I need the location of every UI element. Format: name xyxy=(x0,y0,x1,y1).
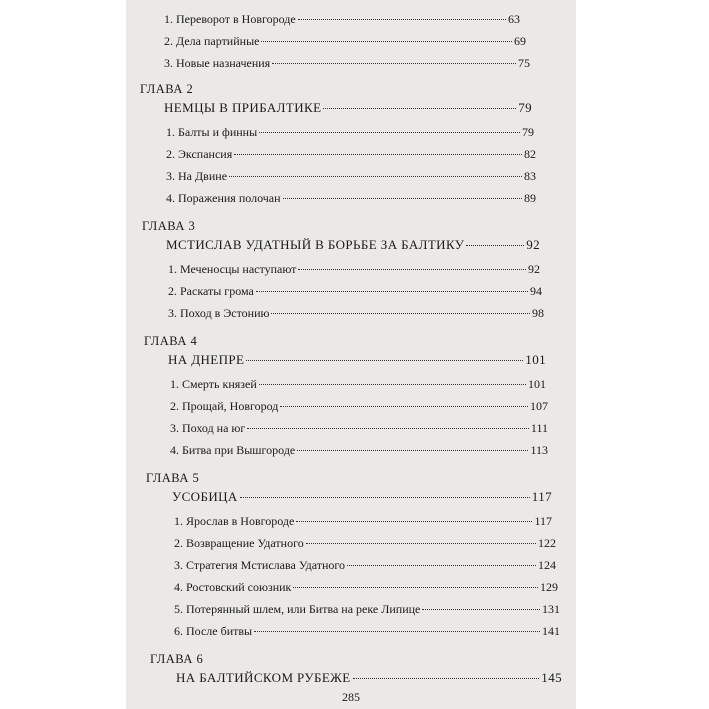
entry-page-number: 107 xyxy=(530,399,548,413)
entry-page-number: 82 xyxy=(524,147,536,161)
entry-label: НА БАЛТИЙСКОМ РУБЕЖЕ xyxy=(176,670,351,685)
dot-leader xyxy=(347,565,536,566)
entry-page-number: 124 xyxy=(538,558,556,572)
section-entry xyxy=(164,56,530,71)
entry-label: 3. Стратегия Мстислава Удатного xyxy=(174,558,346,572)
book-page xyxy=(126,0,576,709)
dot-leader xyxy=(296,521,532,522)
dot-leader xyxy=(259,384,526,385)
section-entry xyxy=(166,147,536,162)
dot-leader xyxy=(298,19,506,20)
entry-page-number: 75 xyxy=(518,56,530,70)
entry-page-number: 122 xyxy=(538,536,556,550)
entry-page-number: 89 xyxy=(524,191,536,205)
dot-leader xyxy=(234,154,522,155)
entry-label: НЕМЦЫ В ПРИБАЛТИКЕ xyxy=(164,100,322,115)
section-entry xyxy=(174,624,560,639)
dot-leader xyxy=(466,245,524,246)
entry-page-number: 131 xyxy=(542,602,560,616)
entry-page-number: 63 xyxy=(508,12,520,26)
section-entry xyxy=(168,284,542,299)
chapter-title-entry xyxy=(168,352,546,368)
entry-page-number: 129 xyxy=(540,580,558,594)
entry-page-number: 111 xyxy=(530,421,548,435)
entry-label: 5. Потерянный шлем, или Битва на реке Липице xyxy=(174,602,421,616)
entry-label: 4. Битва при Вышгороде xyxy=(170,443,296,457)
chapter-title-entry xyxy=(176,670,562,686)
entry-label: 1. Ярослав в Новгороде xyxy=(174,514,295,528)
section-entry xyxy=(170,399,548,414)
dot-leader xyxy=(297,450,528,451)
dot-leader xyxy=(298,269,526,270)
dot-leader xyxy=(256,291,528,292)
section-entry xyxy=(174,580,558,595)
entry-label: 1. Меченосцы наступают xyxy=(168,262,297,276)
chapter-heading: ГЛАВА 4 xyxy=(144,334,198,348)
page-number: 285 xyxy=(342,690,360,704)
entry-label: 1. Смерть князей xyxy=(170,377,257,391)
section-entry xyxy=(174,602,560,617)
entry-page-number: 117 xyxy=(531,489,552,504)
entry-page-number: 79 xyxy=(518,100,532,115)
chapter-heading: ГЛАВА 3 xyxy=(142,219,196,233)
section-entry xyxy=(166,191,536,206)
entry-label: 2. Возвращение Удатного xyxy=(174,536,304,550)
entry-page-number: 79 xyxy=(522,125,534,139)
dot-leader xyxy=(280,406,528,407)
chapter-heading: ГЛАВА 5 xyxy=(146,471,200,485)
entry-label: 3. Поход в Эстонию xyxy=(168,306,270,320)
section-entry xyxy=(174,558,556,573)
dot-leader xyxy=(272,63,516,64)
dot-leader xyxy=(261,41,512,42)
entry-label: 1. Балты и финны xyxy=(166,125,258,139)
chapter-title-entry xyxy=(172,489,552,505)
entry-label: 4. Ростовский союзник xyxy=(174,580,292,594)
section-entry xyxy=(168,262,540,277)
entry-label: 2. Раскаты грома xyxy=(168,284,254,298)
entry-label: 6. После битвы xyxy=(174,624,253,638)
entry-label: 1. Переворот в Новгороде xyxy=(164,12,296,26)
section-entry xyxy=(174,514,552,529)
entry-page-number: 117 xyxy=(534,514,552,528)
entry-page-number: 83 xyxy=(524,169,536,183)
entry-label: МСТИСЛАВ УДАТНЫЙ В БОРЬБЕ ЗА БАЛТИКУ xyxy=(166,237,465,252)
section-entry xyxy=(168,306,544,321)
entry-label: 3. Новые назначения xyxy=(164,56,271,70)
section-entry xyxy=(164,34,526,49)
entry-page-number: 113 xyxy=(530,443,548,457)
chapter-title-entry xyxy=(166,237,540,253)
section-entry xyxy=(174,536,556,551)
entry-page-number: 145 xyxy=(541,670,562,685)
entry-label: 2. Прощай, Новгород xyxy=(170,399,279,413)
chapter-heading: ГЛАВА 2 xyxy=(140,82,194,96)
dot-leader xyxy=(293,587,538,588)
section-entry xyxy=(166,125,534,140)
dot-leader xyxy=(240,497,530,498)
dot-leader xyxy=(353,678,540,679)
dot-leader xyxy=(306,543,536,544)
section-entry xyxy=(170,377,546,392)
entry-page-number: 141 xyxy=(542,624,560,638)
dot-leader xyxy=(247,428,529,429)
entry-label: 4. Поражения полочан xyxy=(166,191,281,205)
dot-leader xyxy=(323,108,516,109)
section-entry xyxy=(166,169,536,184)
entry-page-number: 98 xyxy=(532,306,544,320)
entry-page-number: 69 xyxy=(514,34,526,48)
chapter-heading: ГЛАВА 6 xyxy=(150,652,204,666)
entry-label: 3. Поход на юг xyxy=(170,421,246,435)
dot-leader xyxy=(422,609,540,610)
table-of-contents xyxy=(126,0,576,709)
dot-leader xyxy=(246,360,523,361)
section-entry xyxy=(164,12,520,27)
dot-leader xyxy=(254,631,540,632)
entry-label: НА ДНЕПРЕ xyxy=(168,352,245,367)
section-entry xyxy=(170,443,548,458)
section-entry xyxy=(170,421,548,436)
dot-leader xyxy=(271,313,530,314)
entry-page-number: 101 xyxy=(525,352,546,367)
dot-leader xyxy=(283,198,522,199)
dot-leader xyxy=(229,176,522,177)
entry-page-number: 101 xyxy=(528,377,546,391)
entry-page-number: 94 xyxy=(530,284,542,298)
entry-label: 2. Экспансия xyxy=(166,147,233,161)
entry-page-number: 92 xyxy=(526,237,540,252)
chapter-title-entry xyxy=(164,100,532,116)
entry-label: УСОБИЦА xyxy=(172,489,238,504)
entry-label: 3. На Двине xyxy=(166,169,228,183)
entry-label: 2. Дела партийные xyxy=(164,34,260,48)
dot-leader xyxy=(259,132,520,133)
entry-page-number: 92 xyxy=(528,262,540,276)
